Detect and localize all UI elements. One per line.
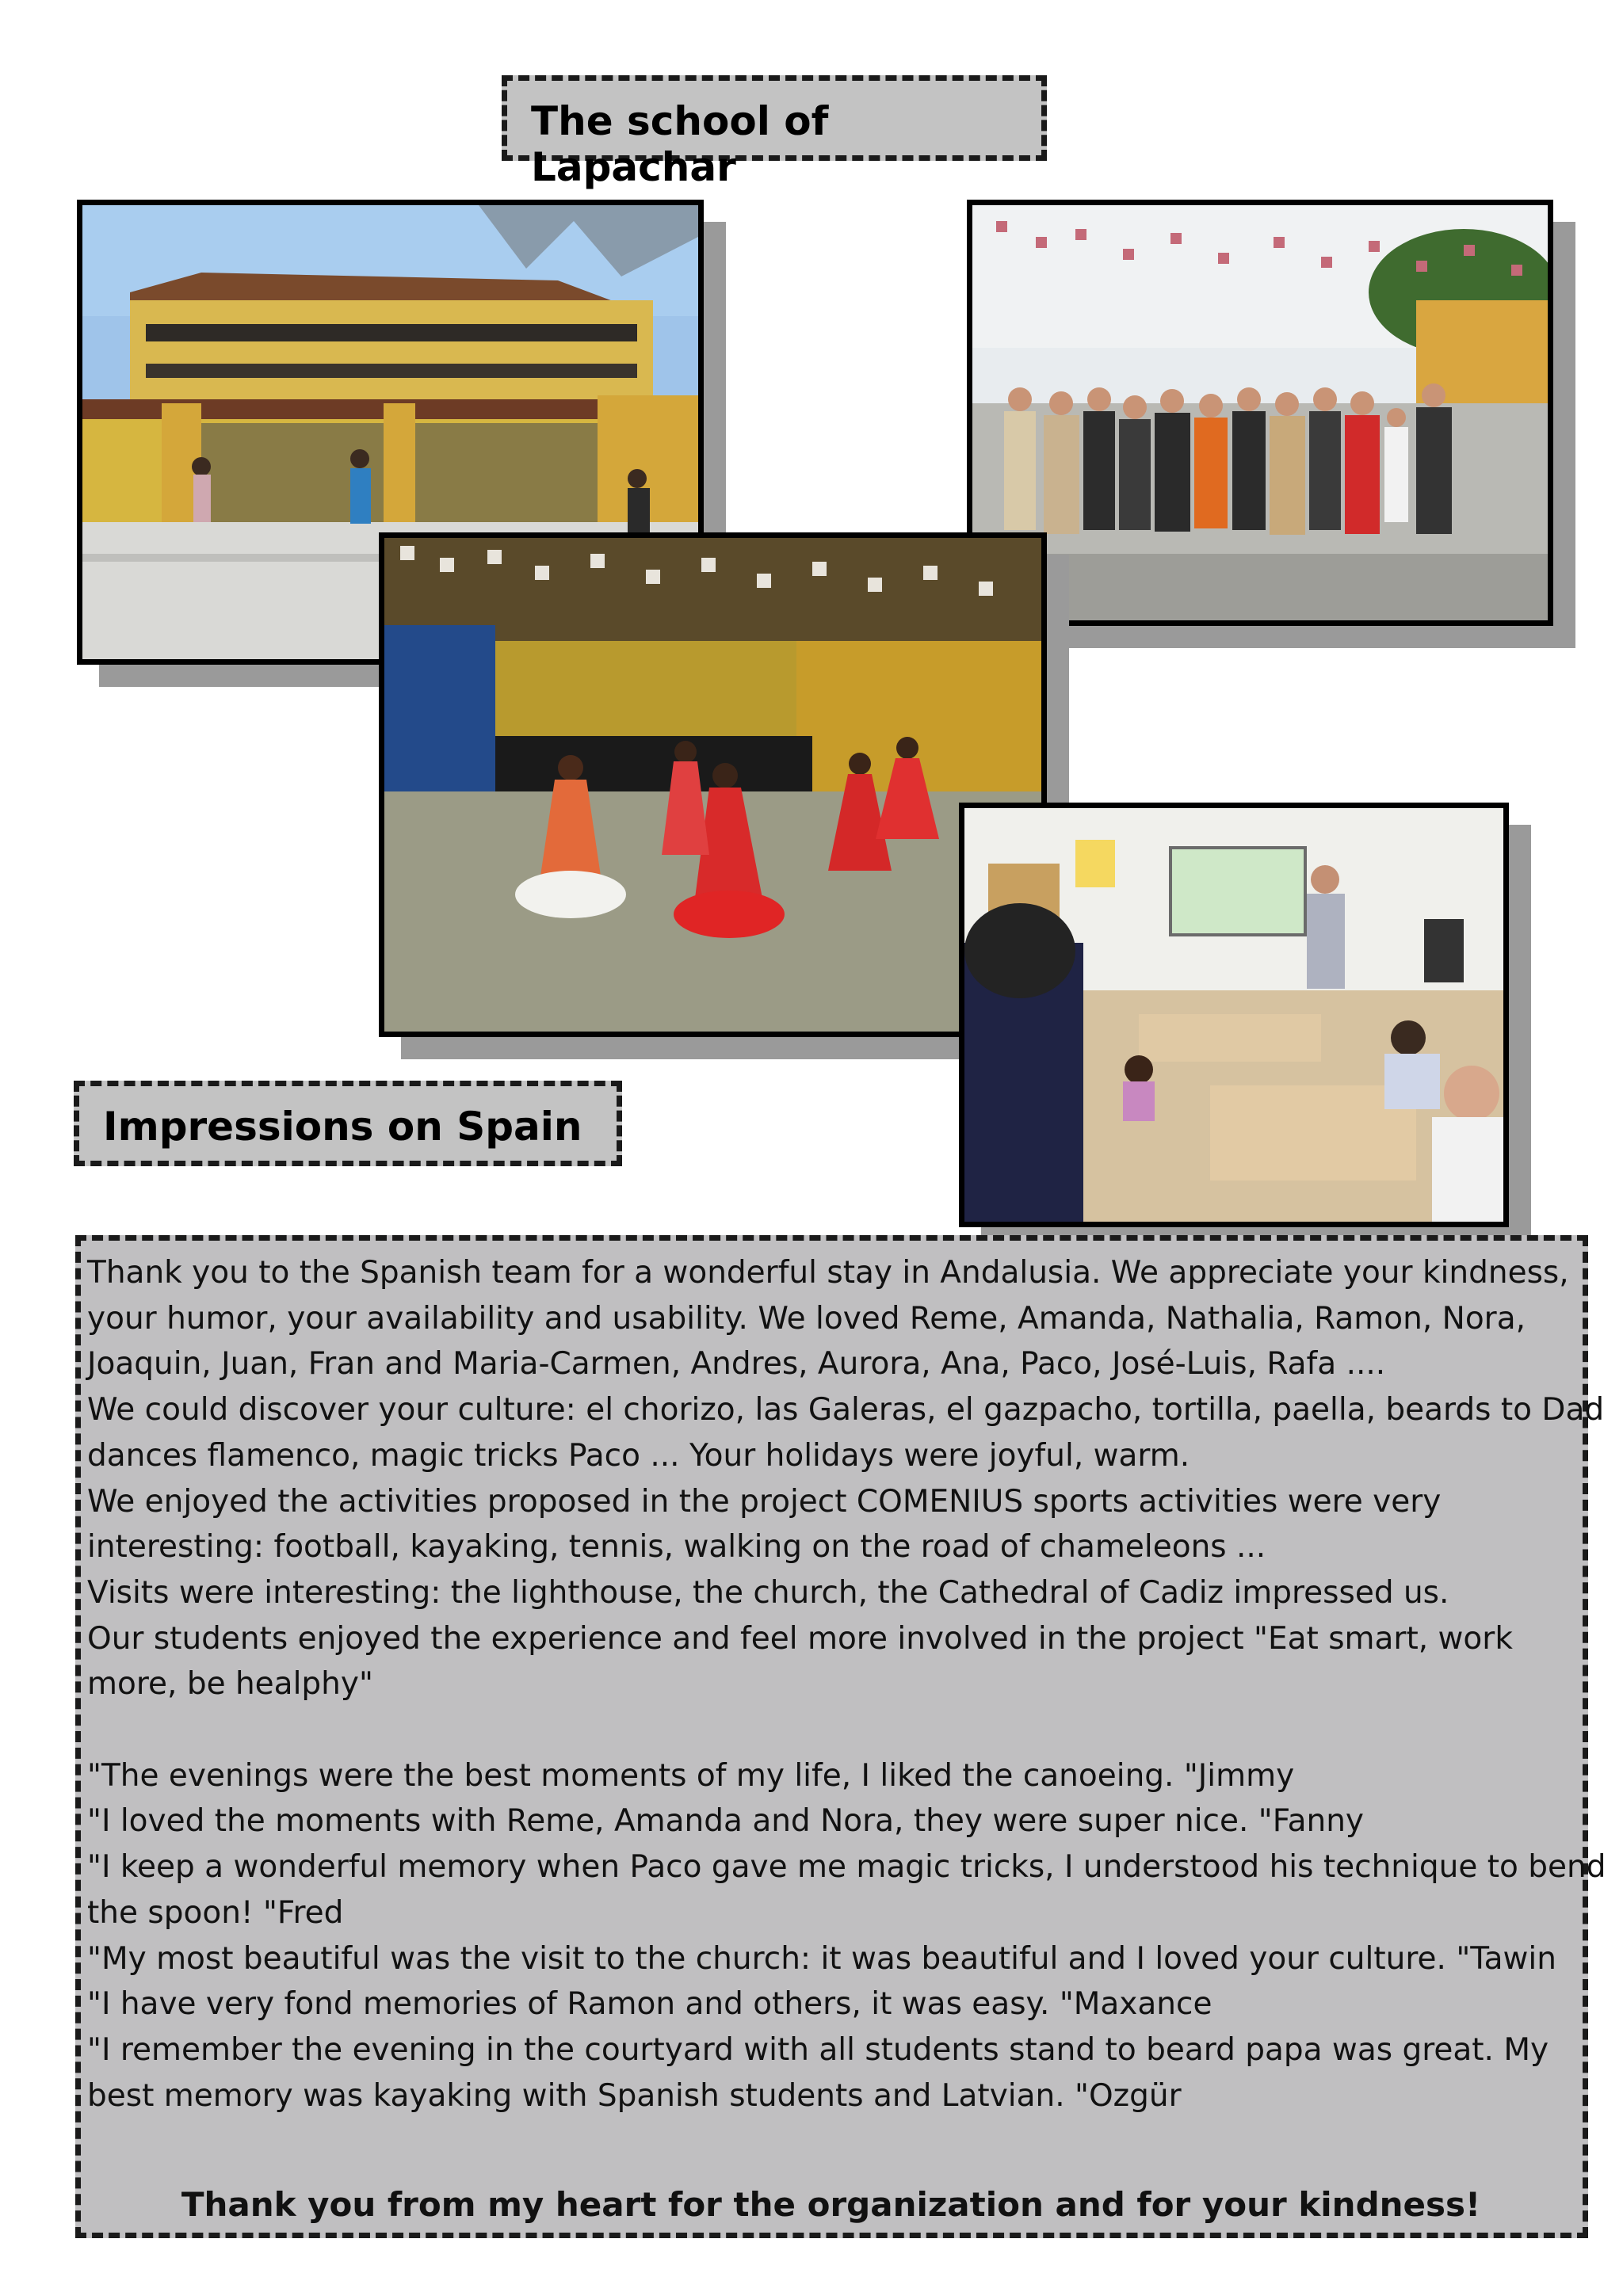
impressions-text-box xyxy=(75,1235,1606,2238)
page-title xyxy=(502,75,1047,190)
body-line: We could discover your culture: el chorizo, las Galeras, el gazpacho, tortilla, paella, beards to Dad xyxy=(87,1392,1605,1428)
body-line: interesting: football, kayaking, tennis, walking on the road of chameleons ... xyxy=(87,1529,1266,1566)
body-line: dances flamenco, magic tricks Paco ... Your holidays were joyful, warm. xyxy=(87,1437,1190,1474)
classroom-photo xyxy=(959,803,1509,1227)
quote-line: "I have very fond memories of Ramon and others, it was easy. "Maxance xyxy=(87,1986,1212,2023)
paragraph-gap xyxy=(87,1707,1575,1753)
closing-thanks: Thank you from my heart for the organization and for your kindness! xyxy=(181,2185,1481,2225)
quote-line: "The evenings were the best moments of my life, I liked the canoeing. "Jimmy xyxy=(87,1757,1295,1794)
group-photo xyxy=(967,200,1553,626)
body-line: Joaquin, Juan, Fran and Maria-Carmen, Andres, Aurora, Ana, Paco, José-Luis, Rafa .... xyxy=(87,1346,1386,1383)
section-title xyxy=(74,1081,622,1166)
body-line: Visits were interesting: the lighthouse, the church, the Cathedral of Cadiz impressed us. xyxy=(87,1574,1449,1611)
body-line: We enjoyed the activities proposed in the project COMENIUS sports activities were very xyxy=(87,1483,1442,1520)
quote-line: "I keep a wonderful memory when Paco gave me magic tricks, I understood his technique to bend xyxy=(87,1849,1606,1886)
section-title-text: Impressions on Spain xyxy=(103,1104,582,1150)
body-line: Our students enjoyed the experience and feel more involved in the project "Eat smart, work xyxy=(87,1620,1513,1657)
quote-line: "My most beautiful was the visit to the church: it was beautiful and I loved your culture. "Tawin xyxy=(87,1940,1556,1977)
quote-line: best memory was kayaking with Spanish students and Latvian. "Ozgür xyxy=(87,2077,1182,2114)
body-line: more, be healphy" xyxy=(87,1666,373,1703)
flamenco-dance-photo xyxy=(379,532,1047,1037)
closing-gap xyxy=(87,2119,1575,2182)
quote-line: "I loved the moments with Reme, Amanda and Nora, they were super nice. "Fanny xyxy=(87,1803,1364,1840)
body-line: Thank you to the Spanish team for a wonderful stay in Andalusia. We appreciate your kindness, xyxy=(87,1255,1569,1291)
quote-line: the spoon! "Fred xyxy=(87,1894,344,1931)
body-line: your humor, your availability and usability. We loved Reme, Amanda, Nathalia, Ramon, Nora, xyxy=(87,1300,1526,1337)
quote-line: "I remember the evening in the courtyard with all students stand to beard papa was great. My xyxy=(87,2031,1549,2068)
page-title-text: The school of Lapachar xyxy=(531,98,829,190)
